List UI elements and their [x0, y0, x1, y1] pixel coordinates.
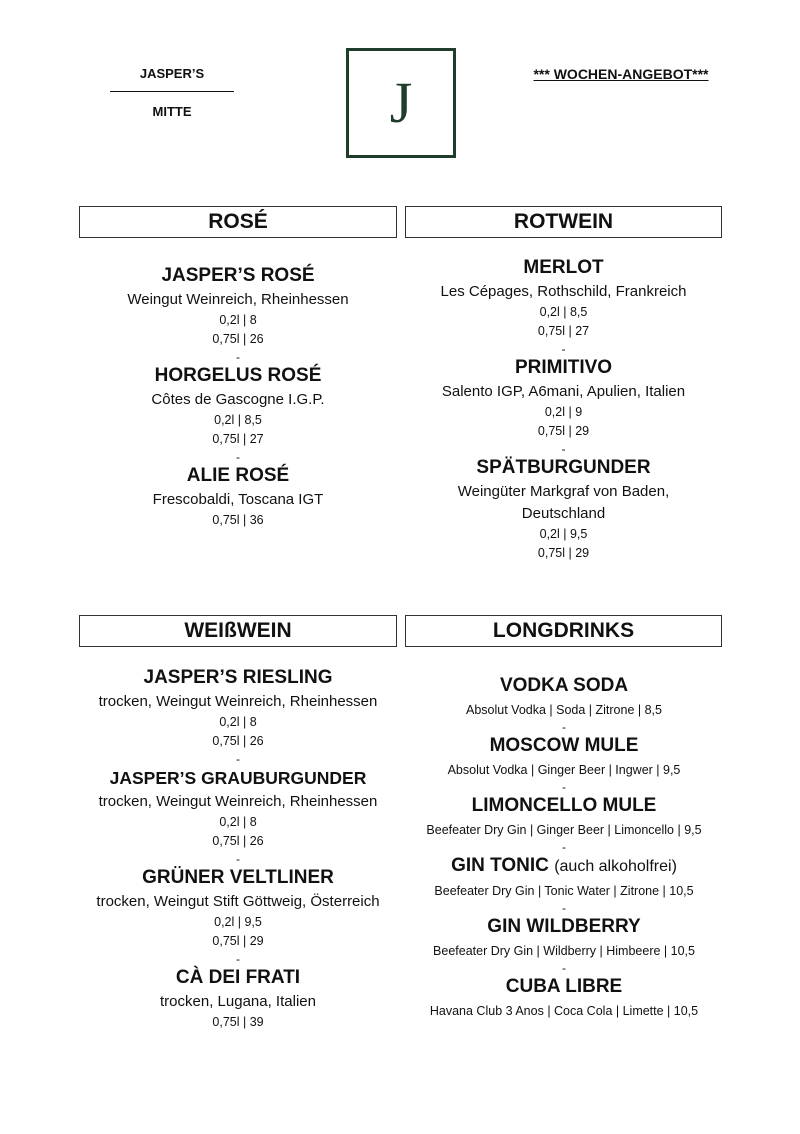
menu-item	[74, 767, 402, 851]
menu-item	[74, 667, 402, 751]
item-price-small: 0,2l | 8	[219, 715, 257, 729]
weisswein-list	[74, 667, 402, 1032]
item-name: MERLOT	[523, 257, 604, 278]
item-description: trocken, Lugana, Italien	[160, 993, 316, 1010]
item-name: JASPER’S RIESLING	[143, 667, 333, 688]
menu-item	[405, 357, 722, 441]
item-separator: -	[561, 442, 566, 456]
item-name: VODKA SODA	[499, 675, 629, 696]
section-header-weisswein: WEIßWEIN	[79, 615, 397, 647]
item-name: HORGELUS ROSÉ	[154, 365, 322, 386]
item-price-bottle: 0,75l | 29	[212, 934, 264, 948]
item-name: ALIE ROSÉ	[186, 465, 290, 486]
item-description: Weingüter Markgraf von Baden,	[457, 483, 670, 500]
menu-item	[405, 457, 722, 563]
item-price-bottle: 0,75l | 39	[212, 1015, 264, 1029]
menu-item	[402, 976, 726, 1020]
item-price-bottle: 0,75l | 36	[212, 513, 264, 527]
item-description: Havana Club 3 Anos | Coca Cola | Limette | 10,5	[429, 1004, 699, 1018]
item-description: Les Cépages, Rothschild, Frankreich	[440, 283, 687, 300]
item-description: Beefeater Dry Gin | Wildberry | Himbeere | 10,5	[433, 944, 695, 958]
item-price-small: 0,2l | 9	[544, 405, 583, 419]
item-name: MOSCOW MULE	[489, 735, 639, 756]
item-separator: -	[562, 961, 566, 975]
item-price-bottle: 0,75l | 26	[212, 332, 264, 346]
header-brand-text: JASPER’S	[139, 66, 205, 81]
item-separator: -	[236, 350, 240, 364]
item-price-small: 0,2l | 8,5	[214, 413, 262, 427]
item-price-small: 0,2l | 9,5	[539, 527, 588, 541]
item-name: PRIMITIVO	[514, 357, 613, 378]
weekly-offer-heading: *** WOCHEN-ANGEBOT***	[533, 66, 709, 82]
menu-item	[402, 795, 726, 839]
menu-item	[405, 257, 722, 341]
item-name: CÀ DEI FRATI	[175, 967, 301, 988]
item-name: JASPER’S ROSÉ	[161, 265, 315, 286]
header-divider	[110, 91, 234, 92]
item-description: Absolut Vodka | Ginger Beer | Ingwer | 9,5	[447, 763, 681, 777]
section-header-longdrinks: LONGDRINKS	[405, 615, 722, 647]
logo-letter: J	[389, 70, 413, 135]
menu-item	[79, 465, 397, 530]
logo	[346, 48, 456, 158]
item-description: Côtes de Gascogne I.G.P.	[151, 391, 325, 408]
item-name: JASPER’S GRAUBURGUNDER	[109, 768, 367, 788]
rotwein-list	[405, 257, 722, 563]
item-price-bottle: 0,75l | 29	[537, 546, 590, 560]
menu-item	[74, 867, 402, 951]
item-description: Absolut Vodka | Soda | Zitrone | 8,5	[466, 703, 662, 717]
item-separator: -	[562, 780, 566, 794]
item-description: Beefeater Dry Gin | Tonic Water | Zitrone | 10,5	[434, 884, 694, 898]
item-name: GIN WILDBERRY	[487, 916, 641, 937]
item-description: Weingut Weinreich, Rheinhessen	[127, 291, 349, 308]
item-name: GRÜNER VELTLINER	[142, 867, 334, 888]
header-location-text: MITTE	[152, 104, 192, 119]
menu-item	[402, 916, 726, 960]
item-separator: -	[236, 450, 240, 464]
item-description: Salento IGP, A6mani, Apulien, Italien	[441, 383, 686, 400]
item-separator: -	[561, 342, 566, 356]
item-price-bottle: 0,75l | 29	[537, 424, 590, 438]
item-name: GIN TONIC	[451, 855, 549, 876]
item-description-line2: Deutschland	[521, 505, 606, 522]
item-name: LIMONCELLO MULE	[471, 795, 657, 816]
item-description: trocken, Weingut Stift Göttweig, Österreich	[96, 893, 380, 910]
item-separator: -	[562, 901, 566, 915]
item-separator: -	[236, 852, 240, 866]
item-description: trocken, Weingut Weinreich, Rheinhessen	[98, 793, 378, 810]
menu-item	[79, 365, 397, 449]
item-price-small: 0,2l | 8,5	[539, 305, 588, 319]
item-separator: -	[562, 720, 566, 734]
item-description: trocken, Weingut Weinreich, Rheinhessen	[98, 693, 378, 710]
item-name: CUBA LIBRE	[505, 976, 623, 997]
menu-item	[402, 855, 726, 900]
menu-item	[74, 967, 402, 1032]
menu-item	[402, 675, 726, 719]
item-price-bottle: 0,75l | 26	[212, 834, 264, 848]
item-name-wrap	[402, 855, 726, 878]
item-description: Frescobaldi, Toscana IGT	[152, 491, 324, 508]
longdrinks-list	[402, 675, 726, 1020]
item-name-suffix: (auch alkoholfrei)	[554, 858, 677, 875]
item-description: Beefeater Dry Gin | Ginger Beer | Limoncello | 9,5	[426, 823, 702, 837]
item-price-small: 0,2l | 9,5	[214, 915, 262, 929]
item-price-bottle: 0,75l | 27	[212, 432, 264, 446]
rose-list	[79, 265, 397, 530]
header-location	[110, 66, 234, 119]
item-price-bottle: 0,75l | 27	[537, 324, 590, 338]
menu-item	[79, 265, 397, 349]
section-header-rotwein: ROTWEIN	[405, 206, 722, 238]
item-separator: -	[562, 840, 566, 854]
item-name: SPÄTBURGUNDER	[476, 457, 651, 478]
item-separator: -	[236, 952, 240, 966]
item-price-bottle: 0,75l | 26	[212, 734, 264, 748]
item-price-small: 0,2l | 8	[219, 815, 257, 829]
item-price-small: 0,2l | 8	[219, 313, 257, 327]
item-separator: -	[236, 752, 240, 766]
menu-item	[402, 735, 726, 779]
section-header-rose: ROSÉ	[79, 206, 397, 238]
